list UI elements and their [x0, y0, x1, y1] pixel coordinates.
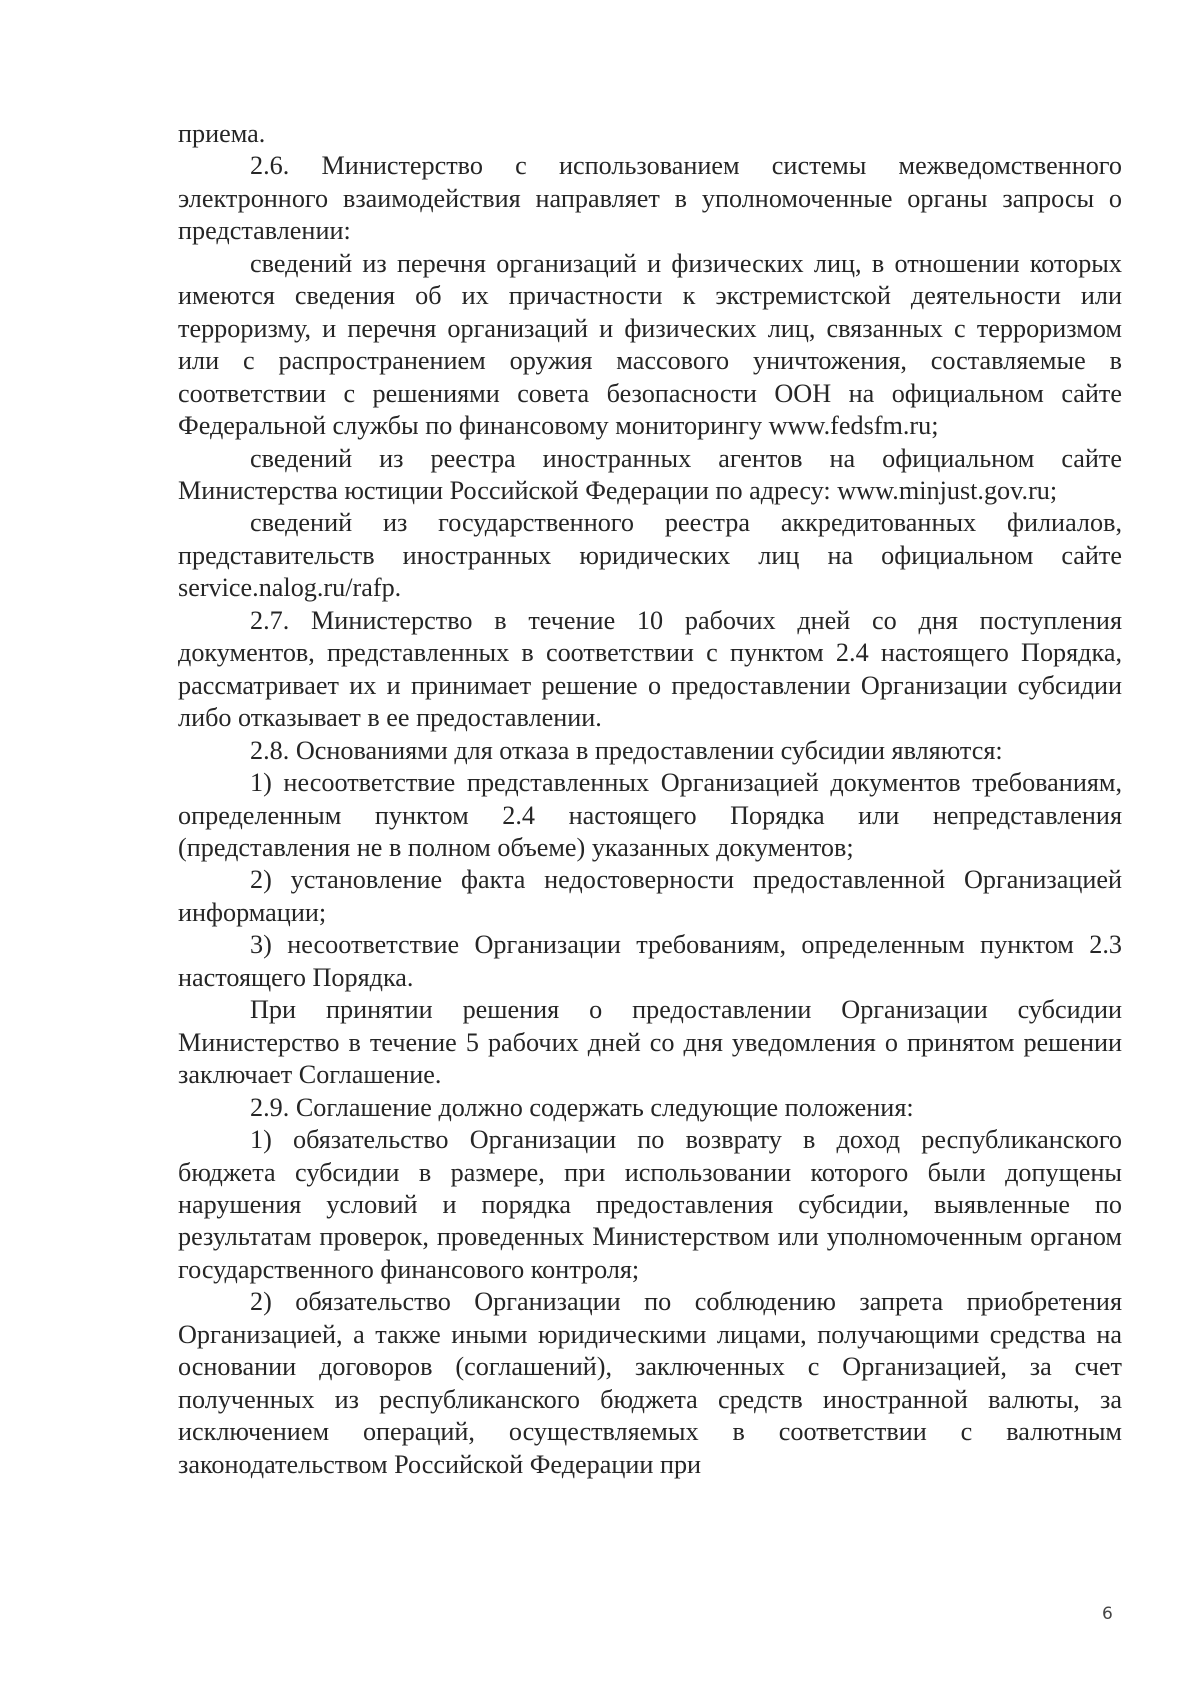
paragraph-2-9: 2.9. Соглашение должно содержать следующие положения: [250, 1092, 914, 1122]
paragraph-decision: При принятии решения о предоставлении Организации субсидии Министерство в течение 5 рабочих дней со дня уведомления о принятом решении заключает Соглашение. [178, 995, 1122, 1090]
paragraph-request-fedsfm: сведений из перечня организаций и физических лиц, в отношении которых имеются сведения об их причастности к экстремистской деятельности или терроризму, и перечня организаций и физических лиц, связанных с терроризмом или с распространением оружия массового уничтожения, составляемые в соответствии с решениями совета безопасности ООН на официальном сайте Федеральной службы по финансовому мониторингу www.fedsfm.ru; [178, 248, 1122, 441]
paragraph-2-6: 2.6. Министерство с использованием системы межведомственного электронного взаимодействия направляет в уполномоченные органы запросы о представлении: [178, 151, 1122, 246]
paragraph-request-nalog: сведений из государственного реестра аккредитованных филиалов, представительств иностранных юридических лиц на официальном сайте service.nalog.ru/rafp. [178, 508, 1122, 603]
paragraph-continuation: приема. [178, 119, 266, 148]
document-body [178, 118, 1122, 1481]
paragraph-request-minjust: сведений из реестра иностранных агентов на официальном сайте Министерства юстиции Российской Федерации по адресу: www.minjust.gov.ru; [178, 443, 1122, 505]
paragraph-2-9-item-2: 2) обязательство Организации по соблюдению запрета приобретения Организацией, а также иными юридическими лицами, получающими средства на основании договоров (соглашений), заключенных с Организацией, за счет полученных из республиканского бюджета средств иностранной валюты, за исключением операций, осуществляемых в соответствии с валютным законодательством Российской Федерации при [178, 1287, 1122, 1479]
paragraph-2-8-item-1: 1) несоответствие представленных Организацией документов требованиям, определенным пунктом 2.4 настоящего Порядка или непредставления (представления не в полном объеме) указанных документов; [178, 768, 1122, 862]
paragraph-2-9-item-1: 1) обязательство Организации по возврату в доход республиканского бюджета субсидии в размере, при использовании которого были допущены нарушения условий и порядка предоставления субсидии, выявленные по результатам проверок, проведенных Министерством или уполномоченным органом государственного финансового контроля; [178, 1125, 1122, 1284]
paragraph-2-8-item-2: 2) установление факта недостоверности предоставленной Организацией информации; [178, 865, 1122, 927]
paragraph-2-8: 2.8. Основаниями для отказа в предоставлении субсидии являются: [250, 735, 1003, 765]
paragraph-2-7: 2.7. Министерство в течение 10 рабочих дней со дня поступления документов, представленных в соответствии с пунктом 2.4 настоящего Порядка, рассматривает их и принимает решение о предоставлении Организации субсидии либо отказывает в ее предоставлении. [178, 605, 1122, 733]
paragraph-2-8-item-3: 3) несоответствие Организации требованиям, определенным пунктом 2.3 настоящего Порядка. [178, 930, 1122, 992]
page-number: 6 [1102, 1604, 1113, 1624]
